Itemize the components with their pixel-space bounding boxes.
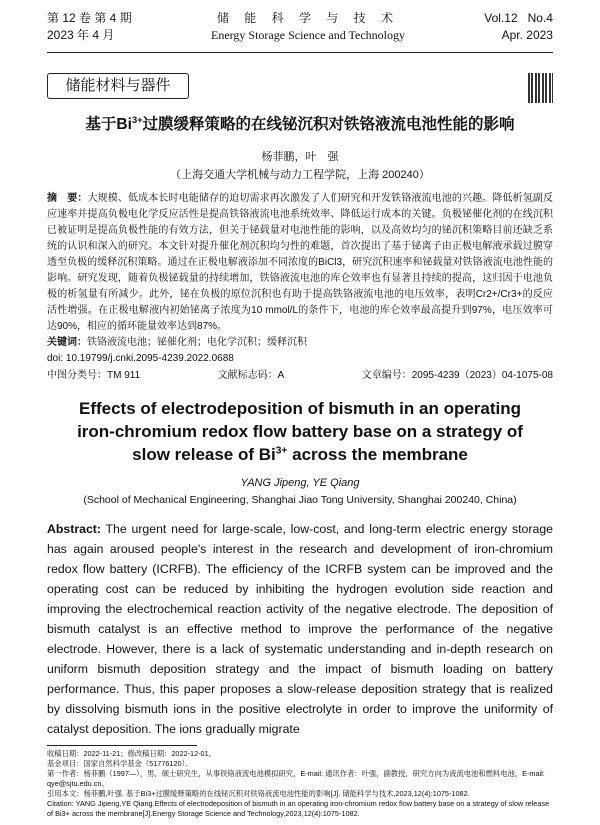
footnote-funding: 基金项目：国家自然科学基金（51776120）。 [47,759,193,768]
abstract-cn [47,191,553,335]
title-cn-pre: 基于Bi [85,116,132,133]
qr-code-icon [528,73,553,103]
abstract-cn-label: 摘 要： [47,193,88,204]
title-en-post: across the membrane [287,445,468,464]
affiliation-cn: （上海交通大学机械与动力工程学院，上海 200240） [170,169,430,181]
section-label: 储能材料与器件 [47,73,189,99]
title-cn-post: 过膜缓释策略的在线铋沉积对铁铬液流电池性能的影响 [142,116,515,133]
date-en: Apr. 2023 [501,28,553,42]
header-rule [47,52,553,53]
volume-en: Vol.12 No.4 [484,11,553,25]
title-en-sup: 3+ [275,445,288,457]
title-en [60,397,540,466]
footnote-received: 收稿日期：2022-11-21；修改稿日期：2022-12-01。 [47,749,216,758]
clc-number: 中图分类号：TM 911 [47,370,141,381]
keywords-cn [47,335,553,351]
document-code: 文献标志码：A [217,370,285,381]
authors-en: YANG Jipeng, YE Qiang [240,477,360,489]
running-header [47,10,553,44]
article-number: 文章编号：2095-4239（2023）04-1075-08 [361,370,553,381]
footnote-rule [47,745,197,746]
title-cn-sup: 3+ [131,114,143,125]
volume-cn: 第 12 卷 第 4 期 [47,11,132,25]
footnote-cite-cn: 引用本文：杨菲鹏,叶强. 基于Bi3+过膜缓释策略的在线铋沉积对铁铬液流电池性能的影响[J]. 储能科学与技术,2023,12(4):1075-1082. [47,789,470,798]
abstract-en-text: The urgent need for large-scale, low-cost, and long-term electric energy storage has again aroused people's interest in the research and development of iron-chromium redox flow battery (ICRFB). The efficiency of the ICRFB system can be improved and the operating cost can be reduced by inhibiting the hydrogen evolution side reaction and improving the electrochemical reaction activity of the negative electrode. The deposition of bismuth catalyst is an effective method to improve the performance of the negative electrode. However, there is a lack of systematic understanding and in-depth research on uniform bismuth deposition strategy and the impact of bismuth loading on battery performance. Thus, this paper proposes a slow-release deposition strategy that is realized by dissolving bismuth ions in the positive electrolyte in order to improve the uniformity of catalyst deposition. The ions gradually migrate [47,522,553,736]
doi: doi: 10.19799/j.cnki.2095-4239.2022.0688 [47,353,234,364]
keywords-text: 铁铬液流电池；铋催化剂；电化学沉积；缓释沉积 [87,337,307,348]
date-cn: 2023 年 4 月 [47,28,115,42]
affiliation-en: (School of Mechanical Engineering, Shanghai Jiao Tong University, Shanghai 200240, China) [83,494,517,506]
title-cn [47,115,553,135]
abstract-en [47,519,553,739]
abstract-cn-text: 大规模、低成本长时电能储存的迫切需求再次激发了人们研究和开发铁铬液流电池的兴趣。降低析氢副反应速率并提高负极电化学反应活性是提高铁铬液流电池系统效率、降低运行成本的关键。负极铋催化剂的在线沉积已被证明是提高负极性能的有效方法，但关于铋载量对电池性能的影响，以及高效均匀的铋沉积策略目前还缺乏系统的认识和深入的研究。本文针对提升催化剂沉积均匀性的难题，首次提出了基于铋离子由正极电解液承载过膜穿透至负极的缓释沉积策略。通过在正极电解液添加不同浓度的BiCl3，研究沉积速率和铋载量对铁铬液流电池性能的影响。研究发现，随着负极铋载量的持续增加，铁铬液流电池的库仑效率也有显著且持续的提高，这归因于电池负极的析氢量有所减少。此外，铋在负极的原位沉积也有助于提高铁铬液流电池的电压效率，表明Cr2+/Cr3+的反应活性增强。在正极电解液内初始铋离子浓度为10 mmol/L的条件下，电池的库仑效率最高提升到97%，电压效率可达90%，相应的循环能量效率达到87%。 [47,193,554,332]
authors-cn: 杨菲鹏，叶 强 [261,151,339,163]
journal-name-en: Energy Storage Science and Technology [210,28,405,42]
abstract-en-label: Abstract: [47,522,101,536]
footnotes [47,749,553,819]
footnote-citation-en: Citation: YANG Jipeng,YE Qiang.Effects of electrodeposition of bismuth in an operating iron-chromium redox flow battery base on a strategy of slow release of Bi3+ across the membrane[J].Energy Storage Science and Technology,2023,12(4):1075-1082. [47,799,550,818]
journal-name-cn: 储 能 科 学 与 技 术 [216,11,399,25]
title-en-pre: Effects of electrodeposition of bismuth in an operating iron-chromium redox flow battery base on a strategy of slow release of Bi [77,399,523,464]
footnote-author: 第一作者：杨菲鹏（1997—），男，硕士研究生，从事铁铬液流电池模拟研究，E-mail: 通讯作者：叶强，副教授，研究方向为液流电池和燃料电池，E-mail: qye@sjtu.edu.cn。 [47,769,545,788]
keywords-label: 关键词： [47,337,87,348]
